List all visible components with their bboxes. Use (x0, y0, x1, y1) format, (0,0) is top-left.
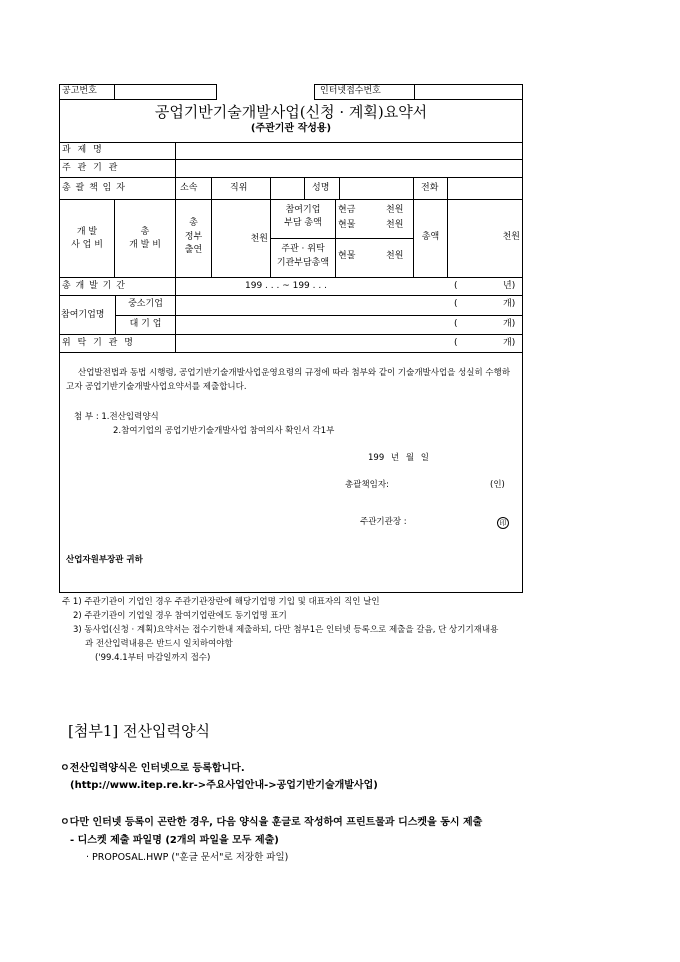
cash-won-unit: 천원 (386, 205, 404, 215)
sme-field[interactable] (176, 297, 446, 313)
note-3: 3) 동사업(신청 · 계획)요약서는 접수기한내 제출하되, 다만 첨부1은 인터넷 등록으로 제출을 갈음, 단 상기기재내용 (73, 625, 499, 635)
gov-label-2: 정부 (184, 232, 203, 242)
director-seal-mark: (인) (490, 480, 505, 490)
attachment-1: 첨 부 : 1.전산입력양식 (74, 412, 159, 422)
project-name-field[interactable] (176, 143, 521, 158)
dev-cost-label-1: 개 발 (76, 227, 98, 237)
file-line: · PROPOSAL.HWP ("훈글 문서"로 저장한 파일) (86, 852, 289, 863)
lead-org-field[interactable] (176, 160, 521, 176)
consign-count-close: 개) (503, 338, 516, 348)
bullet-internet-url[interactable]: (http://www.itep.re.kr->주요사업안내->공업기반기술개발사업) (70, 780, 378, 791)
gov-won-unit: 천원 (250, 234, 268, 244)
lead-share-label-1: 주관 · 위탁 (281, 244, 325, 254)
director-sign-label: 총괄책임자: (345, 480, 389, 490)
period-value[interactable]: 199 . . . ~ 199 . . . (245, 281, 327, 291)
note-2: 2) 주관기관이 기업일 경우 참여기업란에도 동기업명 표기 (73, 611, 287, 621)
internet-number-label: 인터넷접수번호 (320, 86, 381, 96)
participant-share-label-2: 부담 총액 (284, 218, 322, 228)
total-cost-label-2: 개 발 비 (129, 240, 161, 250)
consign-count-open: ( (454, 338, 458, 348)
date-line: 199 년 월 일 (368, 453, 429, 463)
lead-org-label: 주 관 기 관 (62, 163, 120, 173)
bullet-internet: ㅇ전산입력양식은 인터넷으로 등록합니다. (60, 763, 245, 774)
cash-label: 현금 (338, 205, 356, 215)
inkind-won-unit-2: 천원 (386, 251, 404, 261)
form-title: 공업기반기술개발사업(신청 · 계획)요약서 (154, 103, 428, 121)
notice-number-field[interactable] (115, 85, 215, 99)
note-1: 주 1) 주관기관이 기업인 경우 주관기관장란에 해당기업명 기입 및 대표자의 직인 날인 (62, 597, 380, 607)
large-label: 대 기 업 (129, 319, 162, 329)
notice-number-label: 공고번호 (62, 86, 97, 96)
affiliation-label: 소속 (180, 183, 198, 193)
name-label: 성명 (312, 183, 330, 193)
large-field[interactable] (176, 317, 446, 333)
head-sign-label: 주관기관장 : (360, 517, 407, 527)
internet-number-field[interactable] (415, 85, 521, 99)
project-name-label: 과 제 명 (62, 145, 104, 155)
total-amount-label: 총액 (421, 232, 440, 242)
inkind-label-1: 현물 (338, 220, 356, 230)
sme-count-close: 개) (503, 299, 516, 309)
director-label: 총 괄 책 임 자 (62, 183, 126, 193)
phone-label: 전화 (421, 183, 439, 193)
inkind-won-unit-1: 천원 (386, 220, 404, 230)
note-3-period: ('99.4.1부터 마감일까지 접수) (95, 653, 211, 663)
addressee: 산업자원부장관 귀하 (66, 555, 143, 565)
period-years-open: ( (454, 281, 458, 291)
consign-label: 위 탁 기 관 명 (62, 338, 135, 348)
statement-text: 산업발전법과 동법 시행령, 공업기반기술개발사업운영요령의 규정에 따라 첨부와 같이 기술개발사업을 성실히 수행하고자 공업기반기술개발사업요약서를 제출합니다. (66, 368, 511, 392)
large-count-open: ( (454, 319, 458, 329)
period-label: 총 개 발 기 간 (62, 281, 126, 291)
dev-cost-label-2: 사 업 비 (71, 240, 103, 250)
form-subtitle: (주관기관 작성용) (250, 123, 332, 134)
attachment-heading: [첨부1] 전산입력양식 (68, 722, 210, 740)
sme-label: 중소기업 (128, 299, 163, 309)
total-won-unit: 천원 (502, 232, 520, 242)
consign-field[interactable] (176, 335, 446, 351)
lead-share-label-2: 기관부담총액 (276, 258, 330, 268)
position-label: 직위 (230, 183, 248, 193)
seal-mark: 印 (497, 517, 509, 529)
gov-label-1: 총 (189, 218, 198, 228)
large-count-close: 개) (503, 319, 516, 329)
sme-count-open: ( (454, 299, 458, 309)
bullet-diskette: ㅇ다만 인터넷 등록이 곤란한 경우, 다음 양식을 훈글로 작성하여 프린트물과 디스켓을 동시 제출 (60, 817, 483, 828)
bullet-diskette-sub: - 디스켓 제출 파일명 (2개의 파일을 모두 제출) (70, 835, 279, 846)
gov-label-3: 출연 (184, 245, 203, 255)
participants-label: 참여기업명 (61, 310, 105, 320)
note-3-cont: 과 전산입력내용은 반드시 일치하여야함 (85, 639, 233, 649)
total-cost-label-1: 총 (140, 227, 150, 237)
attachment-2: 2.참여기업의 공업기반기술개발사업 참여의사 확인서 각1부 (113, 426, 335, 436)
participant-share-label-1: 참여기업 (285, 205, 321, 215)
period-years-close: 년) (503, 281, 516, 291)
inkind-label-2: 현물 (338, 251, 356, 261)
